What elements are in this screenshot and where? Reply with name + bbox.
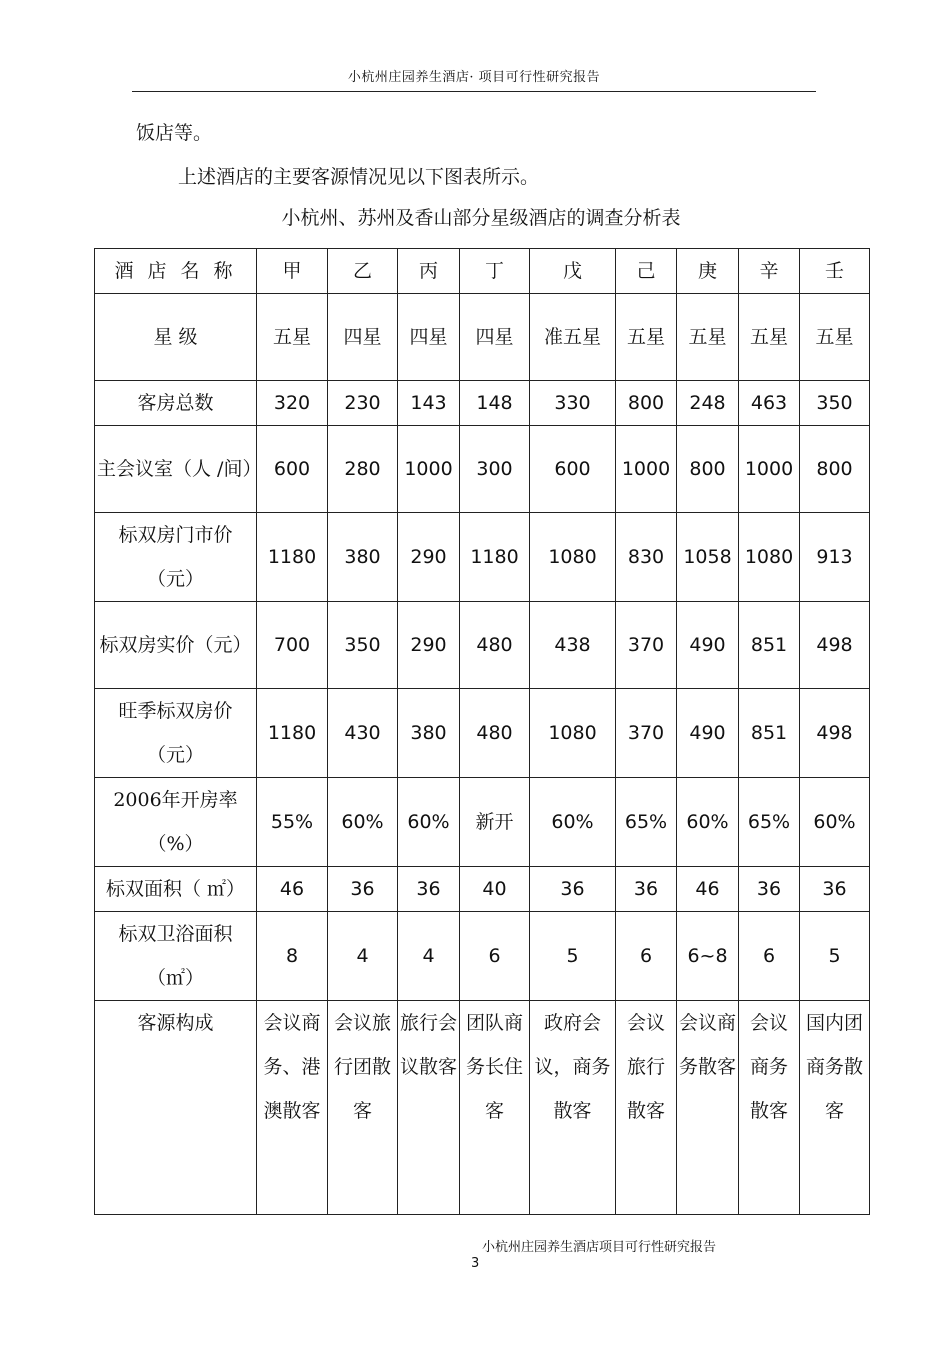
table-cell: 370	[616, 602, 677, 689]
table-cell: 46	[677, 867, 739, 912]
table-row	[95, 1001, 870, 1215]
table-cell: 143	[398, 381, 460, 426]
row-label: 旺季标双房价（元）	[95, 689, 257, 778]
hotel-name-cell: 己	[616, 249, 677, 294]
table-cell: 新开	[460, 778, 530, 867]
hotel-survey-table	[94, 248, 870, 1215]
table-cell: 36	[800, 867, 870, 912]
table-cell: 380	[328, 513, 398, 602]
hotel-name-cell: 戊	[530, 249, 616, 294]
table-row	[95, 294, 870, 381]
hotel-name-cell: 丁	[460, 249, 530, 294]
table-cell: 60%	[398, 778, 460, 867]
table-row	[95, 689, 870, 778]
table-cell: 5	[800, 912, 870, 1001]
table-cell: 五星	[800, 294, 870, 381]
table-cell: 230	[328, 381, 398, 426]
table-cell: 480	[460, 689, 530, 778]
table-cell: 1000	[398, 426, 460, 513]
table-cell: 800	[677, 426, 739, 513]
table-cell: 会议商务散客	[739, 1001, 800, 1215]
header-divider	[132, 91, 816, 92]
row-label: 2006年开房率（%）	[95, 778, 257, 867]
table-title: 小杭州、苏州及香山部分星级酒店的调查分析表	[281, 207, 681, 229]
header-label: 酒 店 名 称	[95, 249, 257, 294]
row-label: 主会议室（人 /间）	[95, 426, 257, 513]
table-cell: 8	[257, 912, 328, 1001]
table-cell: 380	[398, 689, 460, 778]
table-cell: 1180	[460, 513, 530, 602]
table-cell: 会议旅行散客	[616, 1001, 677, 1215]
table-cell: 五星	[257, 294, 328, 381]
table-cell: 290	[398, 602, 460, 689]
table-cell: 148	[460, 381, 530, 426]
table-cell: 团队商务长住客	[460, 1001, 530, 1215]
table-cell: 40	[460, 867, 530, 912]
table-cell: 36	[616, 867, 677, 912]
table-cell: 6~8	[677, 912, 739, 1001]
hotel-name-cell: 辛	[739, 249, 800, 294]
table-cell: 1080	[530, 513, 616, 602]
page-footer: 小杭州庄园养生酒店项目可行性研究报告	[482, 1240, 717, 1255]
table-cell: 1080	[530, 689, 616, 778]
hotel-name-cell: 庚	[677, 249, 739, 294]
paragraph-2: 上述酒店的主要客源情况见以下图表所示。	[178, 166, 540, 188]
table-cell: 280	[328, 426, 398, 513]
table-cell: 6	[460, 912, 530, 1001]
table-row	[95, 867, 870, 912]
table-cell: 五星	[739, 294, 800, 381]
table-cell: 830	[616, 513, 677, 602]
table-cell: 5	[530, 912, 616, 1001]
table-cell: 65%	[739, 778, 800, 867]
row-label: 客源构成	[95, 1001, 257, 1215]
table-cell: 490	[677, 602, 739, 689]
table-cell: 60%	[328, 778, 398, 867]
hotel-name-cell: 甲	[257, 249, 328, 294]
row-label: 客房总数	[95, 381, 257, 426]
hotel-name-cell: 乙	[328, 249, 398, 294]
table-cell: 1000	[616, 426, 677, 513]
table-row	[95, 602, 870, 689]
table-cell: 800	[800, 426, 870, 513]
table-cell: 政府会议，商务散客	[530, 1001, 616, 1215]
table-cell: 准五星	[530, 294, 616, 381]
table-cell: 会议商务散客	[677, 1001, 739, 1215]
table-cell: 290	[398, 513, 460, 602]
table-cell: 1080	[739, 513, 800, 602]
table-cell: 851	[739, 602, 800, 689]
table-cell: 会议旅行团散客	[328, 1001, 398, 1215]
table-cell: 会议商务、港澳散客	[257, 1001, 328, 1215]
table-row	[95, 513, 870, 602]
table-cell: 1058	[677, 513, 739, 602]
table-cell: 6	[616, 912, 677, 1001]
table-cell: 350	[328, 602, 398, 689]
table-cell: 370	[616, 689, 677, 778]
table-cell: 800	[616, 381, 677, 426]
table-cell: 四星	[328, 294, 398, 381]
row-label: 标双面积（ ㎡）	[95, 867, 257, 912]
row-label: 标双房门市价（元）	[95, 513, 257, 602]
table-cell: 320	[257, 381, 328, 426]
table-cell: 438	[530, 602, 616, 689]
table-cell: 国内团商务散客	[800, 1001, 870, 1215]
table-cell: 430	[328, 689, 398, 778]
table-cell: 463	[739, 381, 800, 426]
table-cell: 700	[257, 602, 328, 689]
table-cell: 6	[739, 912, 800, 1001]
page-header: 小杭州庄园养生酒店· 项目可行性研究报告	[347, 70, 601, 85]
table-cell: 36	[328, 867, 398, 912]
paragraph-1: 饭店等。	[136, 122, 213, 144]
hotel-name-cell: 壬	[800, 249, 870, 294]
table-cell: 55%	[257, 778, 328, 867]
row-label: 星 级	[95, 294, 257, 381]
table-cell: 四星	[460, 294, 530, 381]
table-cell: 300	[460, 426, 530, 513]
table-cell: 60%	[677, 778, 739, 867]
table-cell: 248	[677, 381, 739, 426]
table-cell: 四星	[398, 294, 460, 381]
table-cell: 498	[800, 689, 870, 778]
table-cell: 46	[257, 867, 328, 912]
table-cell: 1180	[257, 689, 328, 778]
table-cell: 913	[800, 513, 870, 602]
table-cell: 36	[530, 867, 616, 912]
table-header-row	[95, 249, 870, 294]
table-cell: 1000	[739, 426, 800, 513]
table-cell: 旅行会议散客	[398, 1001, 460, 1215]
row-label: 标双房实价（元）	[95, 602, 257, 689]
table-cell: 五星	[616, 294, 677, 381]
table-cell: 851	[739, 689, 800, 778]
table-cell: 36	[398, 867, 460, 912]
row-label: 标双卫浴面积（㎡）	[95, 912, 257, 1001]
page-number: 3	[471, 1256, 480, 1271]
table-cell: 350	[800, 381, 870, 426]
table-cell: 1180	[257, 513, 328, 602]
table-cell: 490	[677, 689, 739, 778]
table-cell: 330	[530, 381, 616, 426]
table-cell: 4	[398, 912, 460, 1001]
table-cell: 65%	[616, 778, 677, 867]
table-row	[95, 381, 870, 426]
table-cell: 480	[460, 602, 530, 689]
table-cell: 36	[739, 867, 800, 912]
table-cell: 600	[257, 426, 328, 513]
table-row	[95, 912, 870, 1001]
table-row	[95, 778, 870, 867]
table-cell: 600	[530, 426, 616, 513]
table-cell: 五星	[677, 294, 739, 381]
table-row	[95, 426, 870, 513]
table-cell: 60%	[800, 778, 870, 867]
table-cell: 498	[800, 602, 870, 689]
table-cell: 4	[328, 912, 398, 1001]
table-cell: 60%	[530, 778, 616, 867]
hotel-name-cell: 丙	[398, 249, 460, 294]
